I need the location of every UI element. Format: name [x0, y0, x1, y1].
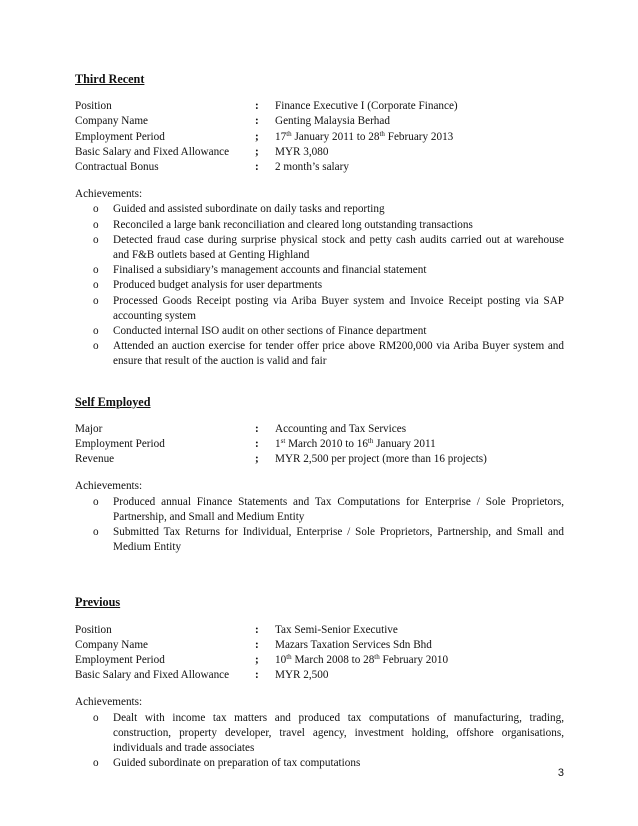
- ordinal-suffix: st: [280, 436, 286, 445]
- list-item: [93, 339, 564, 369]
- list-item: [93, 525, 564, 555]
- field-value: Genting Malaysia Berhad: [275, 115, 390, 128]
- field-label: Position: [75, 100, 112, 113]
- bullet-icon: o: [93, 233, 99, 246]
- field-value: MYR 2,500: [275, 669, 329, 682]
- field-label: Revenue: [75, 453, 115, 466]
- achievements-list: [75, 711, 564, 772]
- list-item-text: Finalised a subsidiary’s management accounts and financial statement: [113, 264, 427, 277]
- bullet-icon: o: [93, 340, 99, 353]
- field-label: Major: [75, 422, 103, 435]
- list-item: [93, 324, 564, 339]
- field-row-employment-period: [75, 653, 564, 668]
- date-part: January 2011 to 28: [291, 130, 380, 143]
- field-label: Employment Period: [75, 653, 165, 666]
- date-part: March 2010 to 16: [285, 437, 368, 450]
- date-part: February 2013: [384, 130, 454, 143]
- field-label: Company Name: [75, 638, 149, 651]
- list-item-text: Guided and assisted subordinate on daily tasks and reporting: [113, 203, 385, 216]
- bullet-icon: o: [93, 324, 99, 337]
- date-part: January 2011: [373, 437, 436, 450]
- field-label: Employment Period: [75, 130, 165, 143]
- field-row-major: [75, 422, 564, 437]
- list-item: [93, 495, 564, 525]
- field-label: Basic Salary and Fixed Allowance: [75, 145, 230, 158]
- field-colon: ;: [255, 145, 259, 158]
- field-row-employment-period: [75, 437, 564, 452]
- resume-page: [75, 72, 564, 771]
- field-label: Employment Period: [75, 437, 165, 450]
- field-value: MYR 3,080: [275, 145, 329, 158]
- list-item-text: Reconciled a large bank reconciliation and cleared long outstanding transactions: [113, 218, 473, 231]
- bullet-icon: o: [93, 264, 99, 277]
- field-row-position: [75, 623, 564, 638]
- section-previous: [75, 595, 564, 771]
- field-row-salary: [75, 145, 564, 160]
- list-item: [93, 233, 564, 263]
- list-item-text: Attended an auction exercise for tender offer price above RM200,000 via Ariba Buyer system and ensure that result of the auction is valid and fair: [113, 340, 564, 368]
- date-part: February 2010: [379, 653, 449, 666]
- date-part: 1: [275, 437, 281, 450]
- list-item-text: Submitted Tax Returns for Individual, Enterprise / Sole Proprietors, Partnership, and Small and Medium Entity: [113, 525, 564, 554]
- section-heading: Third Recent: [75, 72, 145, 86]
- field-value: Accounting and Tax Services: [275, 422, 407, 435]
- field-colon: :: [255, 100, 259, 113]
- field-row-company: [75, 638, 564, 653]
- field-label: Position: [75, 623, 112, 636]
- ordinal-suffix: th: [379, 129, 385, 138]
- field-value: Tax Semi-Senior Executive: [275, 623, 398, 636]
- field-value: [275, 130, 564, 145]
- field-colon: ;: [255, 130, 259, 143]
- ordinal-suffix: th: [367, 436, 374, 445]
- list-item-text: Conducted internal ISO audit on other sections of Finance department: [113, 324, 427, 337]
- bullet-icon: o: [93, 279, 99, 292]
- list-item-text: Detected fraud case during surprise physical stock and petty cash audits carried out at warehouse and F&B outlets based at Genting Highland: [113, 233, 564, 261]
- date-part: March 2008 to 28: [291, 653, 375, 666]
- field-label: Contractual Bonus: [75, 160, 159, 173]
- ordinal-suffix: th: [286, 652, 292, 661]
- achievements-title: Achievements:: [75, 188, 143, 201]
- achievements-list: [75, 202, 564, 369]
- section-self-employed: [75, 395, 564, 556]
- field-colon: ;: [255, 653, 259, 666]
- section-third-recent: [75, 72, 564, 370]
- field-row-company: [75, 114, 564, 129]
- list-item-text: Produced annual Finance Statements and Tax Computations for Enterprise / Sole Proprietors, Partnership, and Small and Medium Entity: [113, 495, 564, 523]
- section-heading: Self Employed: [75, 394, 151, 409]
- field-row-bonus: [75, 160, 564, 175]
- field-row-salary: [75, 668, 564, 683]
- field-value: MYR 2,500 per project (more than 16 projects): [275, 453, 487, 466]
- list-item: [93, 294, 564, 324]
- achievements-list: [75, 495, 564, 556]
- list-item: [93, 218, 564, 233]
- ordinal-suffix: th: [286, 129, 292, 138]
- field-colon: :: [255, 422, 259, 435]
- list-item-text: Produced budget analysis for user departments: [113, 279, 323, 292]
- achievements-title: Achievements:: [75, 480, 143, 493]
- bullet-icon: o: [93, 218, 99, 231]
- field-colon: :: [255, 115, 259, 128]
- list-item-text: Guided subordinate on preparation of tax computations: [113, 757, 361, 770]
- list-item: [93, 278, 564, 293]
- bullet-icon: o: [93, 525, 99, 538]
- field-value: Mazars Taxation Services Sdn Bhd: [275, 638, 432, 651]
- field-row-employment-period: [75, 130, 564, 145]
- date-part: 17: [275, 130, 287, 143]
- bullet-icon: o: [93, 294, 99, 307]
- field-colon: :: [255, 623, 259, 636]
- field-value: 2 month’s salary: [275, 160, 349, 173]
- field-row-position: [75, 99, 564, 114]
- section-heading: Previous: [75, 595, 121, 610]
- field-colon: :: [255, 437, 259, 450]
- ordinal-suffix: th: [374, 652, 380, 661]
- list-item-text: Processed Goods Receipt posting via Ariba Buyer system and Invoice Receipt posting via SAP accounting system: [113, 294, 564, 322]
- field-value: [275, 653, 564, 668]
- bullet-icon: o: [93, 711, 99, 724]
- field-label: Basic Salary and Fixed Allowance: [75, 669, 230, 682]
- field-colon: :: [255, 160, 259, 173]
- list-item: [93, 756, 564, 771]
- field-value: [275, 437, 564, 452]
- field-colon: :: [255, 638, 259, 651]
- bullet-icon: o: [93, 203, 99, 216]
- field-value: Finance Executive I (Corporate Finance): [275, 100, 458, 113]
- page-number: 3: [557, 767, 564, 779]
- list-item: [93, 263, 564, 278]
- field-colon: :: [255, 669, 259, 682]
- field-colon: ;: [255, 453, 259, 466]
- bullet-icon: o: [93, 495, 99, 508]
- list-item: [93, 202, 564, 217]
- achievements-title: Achievements:: [75, 696, 143, 709]
- date-part: 10: [275, 653, 287, 666]
- bullet-icon: o: [93, 757, 99, 770]
- field-row-revenue: [75, 452, 564, 467]
- list-item: [93, 711, 564, 757]
- list-item-text: Dealt with income tax matters and produced tax computations of manufacturing, trading, construction, property developer, travel agency, investment holding, offshore organisations, individuals and trade associates: [113, 711, 564, 754]
- field-label: Company Name: [75, 115, 149, 128]
